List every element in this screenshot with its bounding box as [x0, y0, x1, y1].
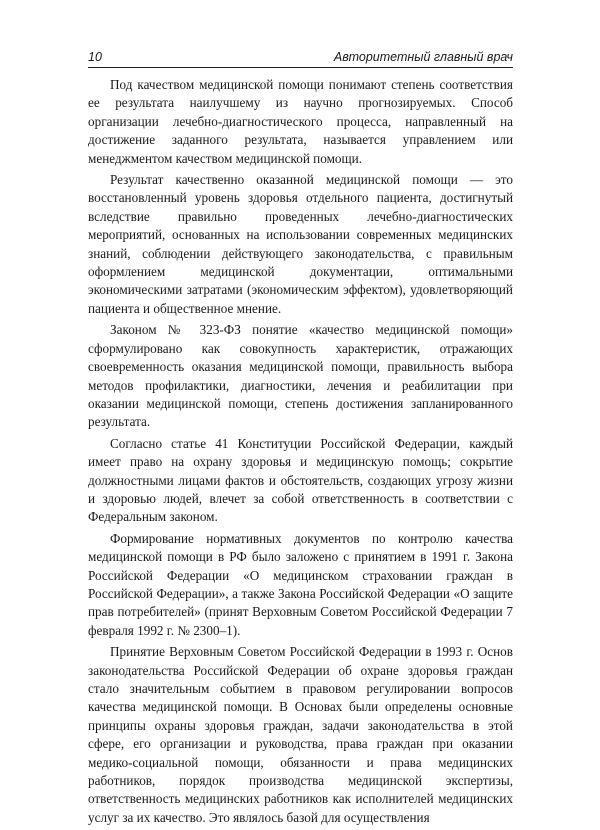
paragraph: Законом № 323-ФЗ понятие «качество медицинской помощи» сформулировано как совокупность характеристик, отражающих своевременность оказания медицинской помощи, правильность выбора методов профилактики, диагностики, лечения и реабилитации при оказании медицинской помощи, степень достижения запланированного результата. [88, 322, 513, 430]
paragraph: Результат качественно оказанной медицинской помощи — это восстановленный уровень здоровья отдельного пациента, достигнутый вследствие правильно проведенных лечебно-диагностических мероприятий, основанных на использовании современных медицинских знаний, соблюдении действующего законодательства, с правильным оформлением медицинской документации, оптимальными экономическими затратами (экономическим эффектом), удовлетворяющий пациента и общественное мнение. [88, 172, 513, 316]
body-text [88, 76, 513, 830]
page-number: 10 [88, 50, 102, 64]
paragraph: Согласно статье 41 Конституции Российской Федерации, каждый имеет право на охрану здоровья и медицинскую помощь; сокрытие должностными лицами фактов и обстоятельств, создающих угрозу жизни и здоровью людей, влечет за собой ответственность в соответствии с Федеральным законом. [88, 435, 513, 525]
paragraph: Принятие Верховным Советом Российской Федерации в 1993 г. Основ законодательства Российской Федерации об охране здоровья граждан стало значительным событием в правовом регулировании вопросов качества медицинской помощи. В Основах были определены основные принципы охраны здоровья граждан, задачи законодательства в этой сфере, его организации и руководства, права граждан при оказании медико-социальной помощи, обязанности и права медицинских работников, порядок производства медицинской экспертизы, ответственность медицинских работников как исполнителей медицинских услуг за их качество. Это являлось базой для осуществления [88, 644, 513, 825]
book-title: Авторитетный главный врач [333, 50, 513, 64]
paragraph: Под качеством медицинской помощи понимают степень соответствия ее результата наилучшему из научно прогнозируемых. Способ организации лечебно-диагностического процесса, направленный на достижение заданного результата, называется управлением или менеджментом качеством медицинской помощи. [88, 77, 513, 166]
paragraph: Формирование нормативных документов по контролю качества медицинской помощи в РФ было заложено с принятием в 1991 г. Закона Российской Федерации «О медицинском страховании граждан в Российской Федерации», а также Закона Российской Федерации «О защите прав потребителей» (принят Верховным Советом Российской Федерации 7 февраля 1992 г. № 2300–1). [88, 530, 513, 638]
running-head [88, 49, 513, 68]
